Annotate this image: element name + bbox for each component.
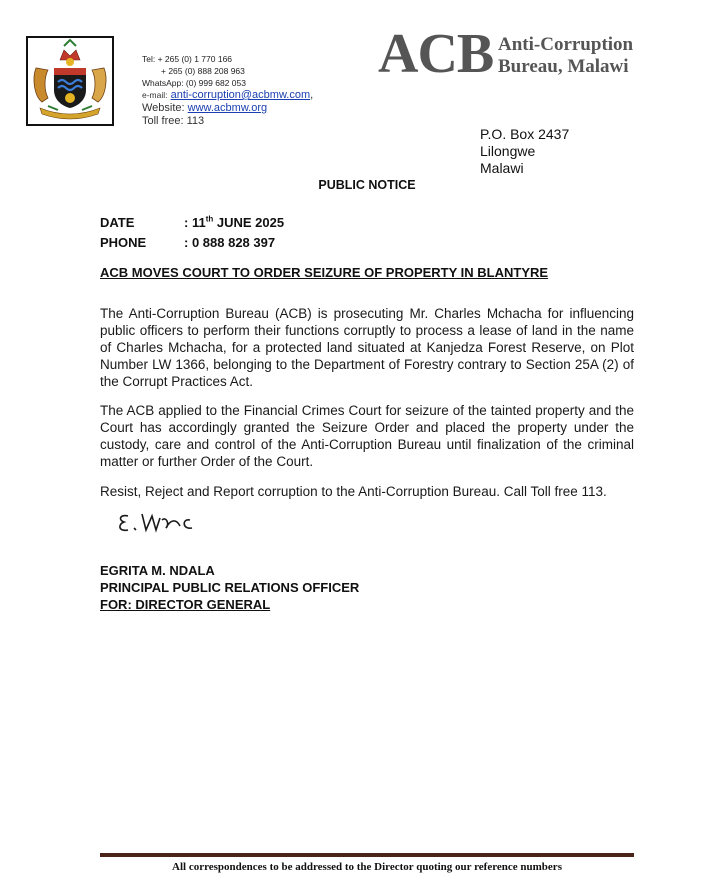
notice-meta <box>100 210 284 253</box>
signatory-name: EGRITA M. NDALA <box>100 563 215 578</box>
address-line: Malawi <box>480 160 524 176</box>
website-link[interactable]: www.acbmw.org <box>187 102 268 114</box>
contact-block <box>142 53 313 128</box>
acb-logo-letters: ACB <box>378 23 494 85</box>
footer-rule <box>100 853 634 857</box>
phone-value: : 0 888 828 397 <box>184 235 276 251</box>
coat-of-arms <box>26 36 114 126</box>
acb-logo-line1: Anti-Corruption <box>498 34 634 55</box>
tollfree-line: Toll free: 113 <box>142 115 205 127</box>
tel-line-2: + 265 (0) 888 208 963 <box>161 66 245 76</box>
whatsapp-line: WhatsApp: (0) 999 682 053 <box>142 78 246 88</box>
acb-logo-line2: Bureau, Malawi <box>498 56 629 77</box>
signature <box>110 506 220 545</box>
body-paragraph: Resist, Reject and Report corruption to the Anti-Corruption Bureau. Call Toll free 113. <box>100 484 607 499</box>
email-link[interactable]: anti-corruption@acbmw.com <box>170 89 311 101</box>
date-value: : 11th JUNE 2025 <box>184 215 285 231</box>
phone-label: PHONE <box>100 235 147 251</box>
body-paragraph: The Anti-Corruption Bureau (ACB) is prosecuting Mr. Charles Mchacha for influencing public officers to perform their functions corruptly to process a lease of land in the name of Charles Mchacha, for a protected land situated at Kanjedza Forest Reserve, on Plot Number LW 1366, belonging to the Department of Forestry contrary to Section 25A (2) of the Corrupt Practices Act. <box>100 306 634 389</box>
body-paragraph: The ACB applied to the Financial Crimes Court for seizure of the tainted property and the Court has accordingly granted the Seizure Order and placed the property under the custody, care and control of the Anti-Corruption Bureau until finalization of the criminal matter or further Order of the Court. <box>100 403 634 469</box>
signoff-block <box>100 562 359 613</box>
email-label: e-mail: <box>142 90 168 100</box>
website-label: Website: <box>142 102 185 114</box>
notice-headline: ACB MOVES COURT TO ORDER SEIZURE OF PROPERTY IN BLANTYRE <box>100 265 549 280</box>
signatory-for: FOR: DIRECTOR GENERAL <box>100 597 271 612</box>
email-suffix: , <box>310 89 314 101</box>
tel-line-1: Tel: + 265 (0) 1 770 166 <box>142 54 233 64</box>
address-line: P.O. Box 2437 <box>480 126 570 142</box>
footer-note: All correspondences to be addressed to the Director quoting our reference numbers <box>172 861 562 873</box>
coat-of-arms-icon <box>28 38 112 124</box>
date-label: DATE <box>100 215 135 231</box>
postal-address <box>480 126 569 177</box>
notice-title: PUBLIC NOTICE <box>318 178 416 192</box>
signatory-title: PRINCIPAL PUBLIC RELATIONS OFFICER <box>100 580 360 595</box>
address-line: Lilongwe <box>480 143 536 159</box>
